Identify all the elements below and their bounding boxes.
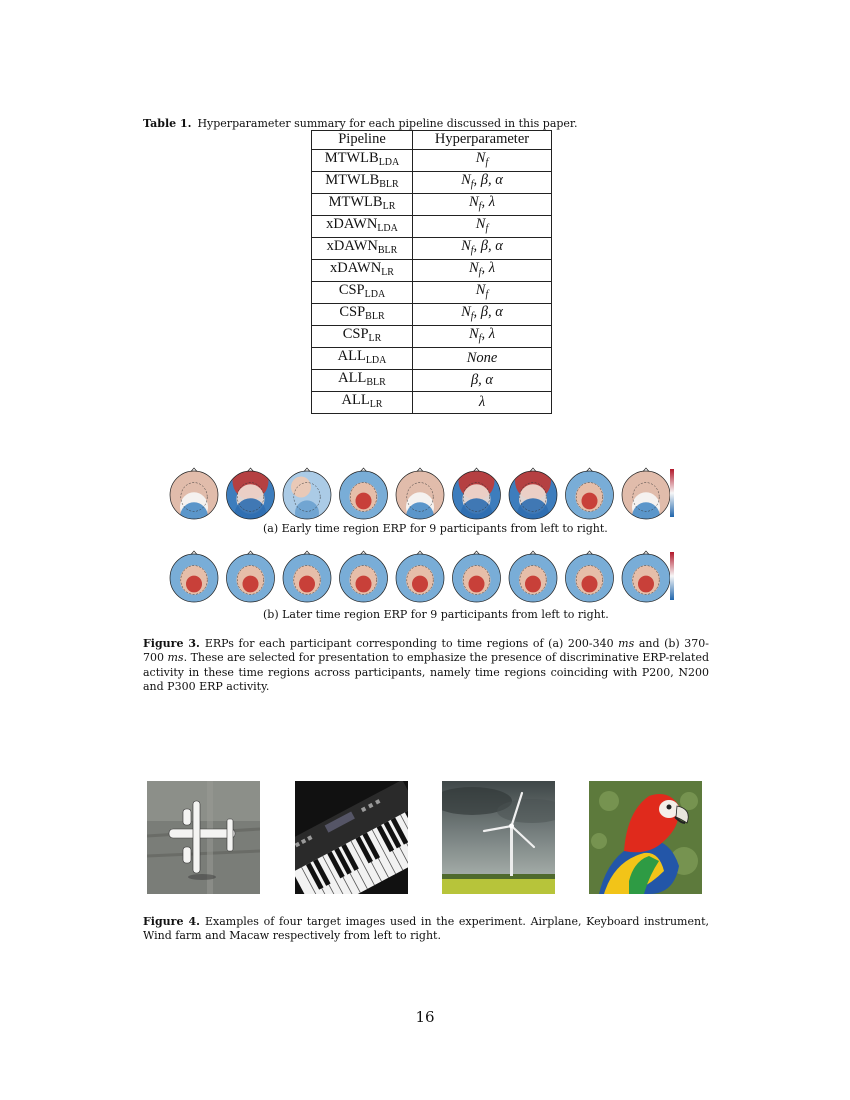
figure3-caption [143, 637, 709, 694]
pipeline-cell [312, 391, 413, 413]
hyperparameter-cell: $N_f$ [413, 215, 552, 237]
pipeline-cell [312, 347, 413, 369]
early-topoplot [281, 468, 333, 526]
keyboard-instrument-image [295, 781, 408, 894]
late-topoplot [451, 551, 503, 606]
hyperparameter-cell: $N_f$, λ [413, 259, 552, 281]
table-row [312, 303, 552, 325]
pipeline-classifier: LR [369, 398, 383, 410]
late-topoplot [620, 551, 672, 606]
pipeline-cell [312, 193, 413, 215]
pipeline-cell [312, 281, 413, 303]
early-topoplot [564, 468, 616, 523]
pipeline-name: MTWLB [325, 171, 380, 188]
table-row [312, 347, 552, 369]
late-topoplot [564, 551, 616, 606]
pipeline-classifier: LDA [365, 354, 387, 366]
table-caption-text: Hyperparameter summary for each pipeline discussed in this paper. [197, 117, 578, 130]
figure4-caption-text: Examples of four target images used in the experiment. Airplane, Keyboard instrument, Wind farm and Macaw respectively from left to right. [143, 915, 709, 943]
hyperparameter-cell: $N_f$ [413, 149, 552, 171]
pipeline-classifier: BLR [366, 376, 386, 388]
pipeline-name: xDAWN [326, 237, 378, 254]
pipeline-name: xDAWN [330, 259, 382, 276]
hyperparameter-cell: $N_f$, λ [413, 325, 552, 347]
pipeline-name: xDAWN [326, 215, 378, 232]
early-topoplot [396, 468, 444, 527]
table-row [312, 369, 552, 391]
late-topoplot-row [168, 550, 688, 610]
table-row [312, 259, 552, 281]
pipeline-classifier: LR [381, 266, 394, 278]
early-topoplot [338, 468, 390, 523]
late-topoplot [338, 551, 390, 606]
pipeline-cell [312, 215, 413, 237]
table-caption [143, 117, 577, 130]
pipeline-cell [312, 149, 413, 171]
page-number: 16 [415, 1008, 435, 1026]
late-topoplot [507, 551, 559, 606]
hyperparameter-cell: $N_f$, λ [413, 193, 552, 215]
table-row [312, 281, 552, 303]
figure3-caption-part1: ERPs for each participant corresponding to time regions of (a) 200-340 [204, 637, 619, 650]
table-header-row [312, 131, 552, 150]
hyperparameter-cell: $N_f$, β, α [413, 237, 552, 259]
macaw-image [589, 781, 702, 894]
table-row [312, 391, 552, 413]
hyperparameter-cell: $N_f$ [413, 281, 552, 303]
pipeline-name: ALL [341, 391, 370, 408]
early-topoplot [227, 467, 275, 527]
figure3-caption-part2: and (b) 370-700 [143, 637, 710, 665]
pipeline-name: CSP [338, 281, 365, 298]
pipeline-name: ALL [338, 369, 367, 386]
pipeline-classifier: LDA [377, 222, 398, 234]
subcaption-b: (b) Later time region ERP for 9 participants from left to right. [263, 608, 609, 621]
table-row [312, 149, 552, 171]
table-row [312, 325, 552, 347]
late-topoplot [281, 551, 333, 606]
table-row [312, 171, 552, 193]
hyperparameter-cell: β, α [413, 369, 552, 391]
hyperparameter-cell: $N_f$, β, α [413, 303, 552, 325]
figure3-caption-part3: . These are selected for presentation to emphasize the presence of discriminative ERP-related activity in these time regions across participants, namely time regions coinciding with P200, N200 and P300 ERP activity. [143, 651, 709, 693]
table-body [312, 149, 552, 413]
header-pipeline: Pipeline [312, 131, 413, 150]
airplane-image [147, 781, 260, 894]
hyperparameter-table [311, 130, 552, 414]
table-label: Table 1. [143, 117, 192, 130]
pipeline-cell [312, 303, 413, 325]
wind-farm-image [442, 781, 555, 894]
early-topoplot [453, 467, 501, 527]
figure3-label: Figure 3. [143, 637, 200, 650]
late-erp-topoplots [168, 550, 688, 610]
pipeline-cell [312, 259, 413, 281]
pipeline-classifier: LDA [378, 156, 400, 168]
pipeline-classifier: LR [382, 200, 396, 212]
early-colorbar [670, 469, 674, 517]
figure4-label: Figure 4. [143, 915, 200, 928]
hyperparameter-cell: None [413, 347, 552, 369]
pipeline-name: MTWLB [328, 193, 383, 210]
hyperparameter-cell: λ [413, 391, 552, 413]
pipeline-name: CSP [339, 303, 366, 320]
pipeline-classifier: BLR [379, 178, 399, 190]
late-colorbar [670, 552, 674, 600]
figure4-caption [143, 915, 709, 944]
early-topoplot [622, 468, 670, 527]
early-erp-topoplots [168, 467, 688, 527]
pipeline-cell [312, 171, 413, 193]
pipeline-name: CSP [342, 325, 369, 342]
pipeline-name: MTWLB [324, 149, 379, 166]
early-topoplot-row [168, 467, 688, 527]
pipeline-classifier: BLR [377, 244, 398, 256]
figure3-unit-ms: ms [618, 637, 635, 650]
late-topoplot [394, 551, 446, 606]
table-row [312, 215, 552, 237]
hyperparameter-cell: $N_f$, β, α [413, 171, 552, 193]
pipeline-name: ALL [337, 347, 366, 364]
pipeline-classifier: BLR [365, 310, 385, 322]
figure3-unit-ms-2: ms [167, 651, 184, 665]
subcaption-a: (a) Early time region ERP for 9 participants from left to right. [263, 522, 608, 535]
header-hyperparameter: Hyperparameter [413, 131, 552, 150]
early-topoplot [509, 467, 557, 527]
pipeline-classifier: LDA [364, 288, 386, 300]
pipeline-classifier: LR [368, 332, 382, 344]
pipeline-cell [312, 325, 413, 347]
table-row [312, 237, 552, 259]
early-topoplot [170, 468, 218, 527]
late-topoplot [168, 551, 220, 606]
pipeline-cell [312, 237, 413, 259]
late-topoplot [225, 551, 277, 606]
table-row [312, 193, 552, 215]
pipeline-cell [312, 369, 413, 391]
